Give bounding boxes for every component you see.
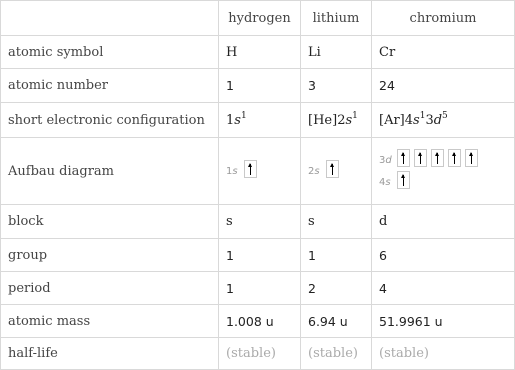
table-row (1, 239, 515, 272)
orbital-boxes (322, 160, 339, 182)
spin-up-arrow-icon (403, 153, 404, 164)
orbital-label: 2s (308, 165, 320, 177)
noble-gas-core: [He] (308, 112, 338, 128)
orbital-number: 3 (425, 112, 434, 128)
cell-hydrogen-mass: 1.008 u (219, 305, 301, 338)
orbital-number: 1 (226, 112, 235, 128)
cell-lithium-mass: 6.94 u (301, 305, 372, 338)
orbital-box (465, 149, 478, 167)
cell-hydrogen-block: s (219, 205, 301, 239)
electron-count: 1 (419, 110, 426, 121)
cell-chromium-period: 4 (372, 272, 515, 305)
orbital-row (226, 160, 300, 182)
orbital-row (379, 149, 514, 171)
table-row (1, 36, 515, 69)
orbital-letter: s (413, 112, 420, 128)
table-row (1, 103, 515, 138)
cell-lithium-aufbau (301, 138, 372, 205)
cell-chromium-mass: 51.9961 u (372, 305, 515, 338)
row-label-short-config: short electronic configuration (1, 103, 219, 138)
orbital-box (326, 160, 339, 178)
orbital-box (431, 149, 444, 167)
cell-hydrogen-aufbau (219, 138, 301, 205)
cell-lithium-group: 1 (301, 239, 372, 272)
electron-count: 1 (352, 110, 358, 121)
table-row (1, 69, 515, 103)
spin-up-arrow-icon (437, 153, 438, 164)
cell-chromium-config (372, 103, 515, 138)
row-label-atomic-symbol: atomic symbol (1, 36, 219, 69)
noble-gas-core: [Ar] (379, 112, 405, 128)
orbital-boxes (393, 171, 410, 193)
spin-up-arrow-icon (403, 175, 404, 186)
table-row (1, 272, 515, 305)
row-label-half-life: half-life (1, 338, 219, 370)
orbital-box (448, 149, 461, 167)
spin-up-arrow-icon (471, 153, 472, 164)
orbital-label: 1s (226, 165, 238, 177)
cell-hydrogen-symbol: H (219, 36, 301, 69)
row-label-atomic-mass: atomic mass (1, 305, 219, 338)
table-row (1, 138, 515, 205)
electron-count: 1 (240, 110, 247, 121)
orbital-letter: d (433, 112, 443, 128)
cell-chromium-half-life: (stable) (372, 338, 515, 370)
cell-lithium-config (301, 103, 372, 138)
column-header-hydrogen: hydrogen (219, 1, 301, 36)
column-header-lithium: lithium (301, 1, 372, 36)
cell-lithium-half-life: (stable) (301, 338, 372, 370)
orbital-box (414, 149, 427, 167)
cell-hydrogen-atomic-number: 1 (219, 69, 301, 103)
cell-chromium-aufbau (372, 138, 515, 205)
table-row (1, 338, 515, 370)
orbital-number: 4 (404, 112, 414, 128)
cell-lithium-symbol: Li (301, 36, 372, 69)
spin-up-arrow-icon (420, 153, 421, 164)
orbital-boxes (393, 149, 478, 171)
cell-hydrogen-half-life: (stable) (219, 338, 301, 370)
row-label-group: group (1, 239, 219, 272)
spin-up-arrow-icon (250, 164, 251, 175)
cell-chromium-block: d (372, 205, 515, 239)
orbital-box (244, 160, 257, 178)
orbital-row (379, 171, 514, 193)
column-header-chromium: chromium (372, 1, 515, 36)
orbital-label: 3d (379, 154, 392, 166)
orbital-letter: s (345, 112, 353, 128)
orbital-letter: s (234, 112, 241, 128)
spin-up-arrow-icon (332, 164, 333, 175)
row-label-period: period (1, 272, 219, 305)
electron-count: 5 (442, 110, 448, 121)
table-row (1, 205, 515, 239)
cell-lithium-block: s (301, 205, 372, 239)
cell-lithium-period: 2 (301, 272, 372, 305)
row-label-atomic-number: atomic number (1, 69, 219, 103)
table-row (1, 305, 515, 338)
cell-lithium-atomic-number: 3 (301, 69, 372, 103)
orbital-box (397, 149, 410, 167)
row-label-block: block (1, 205, 219, 239)
orbital-row (308, 160, 371, 182)
orbital-box (397, 171, 410, 189)
row-label-aufbau: Aufbau diagram (1, 138, 219, 205)
cell-hydrogen-group: 1 (219, 239, 301, 272)
orbital-label: 4s (379, 176, 391, 188)
header-row (1, 1, 515, 36)
cell-chromium-atomic-number: 24 (372, 69, 515, 103)
cell-hydrogen-config (219, 103, 301, 138)
corner-cell (1, 1, 219, 36)
cell-hydrogen-period: 1 (219, 272, 301, 305)
orbital-boxes (240, 160, 257, 182)
cell-chromium-symbol: Cr (372, 36, 515, 69)
cell-chromium-group: 6 (372, 239, 515, 272)
spin-up-arrow-icon (454, 153, 455, 164)
orbital-number: 2 (337, 112, 346, 128)
